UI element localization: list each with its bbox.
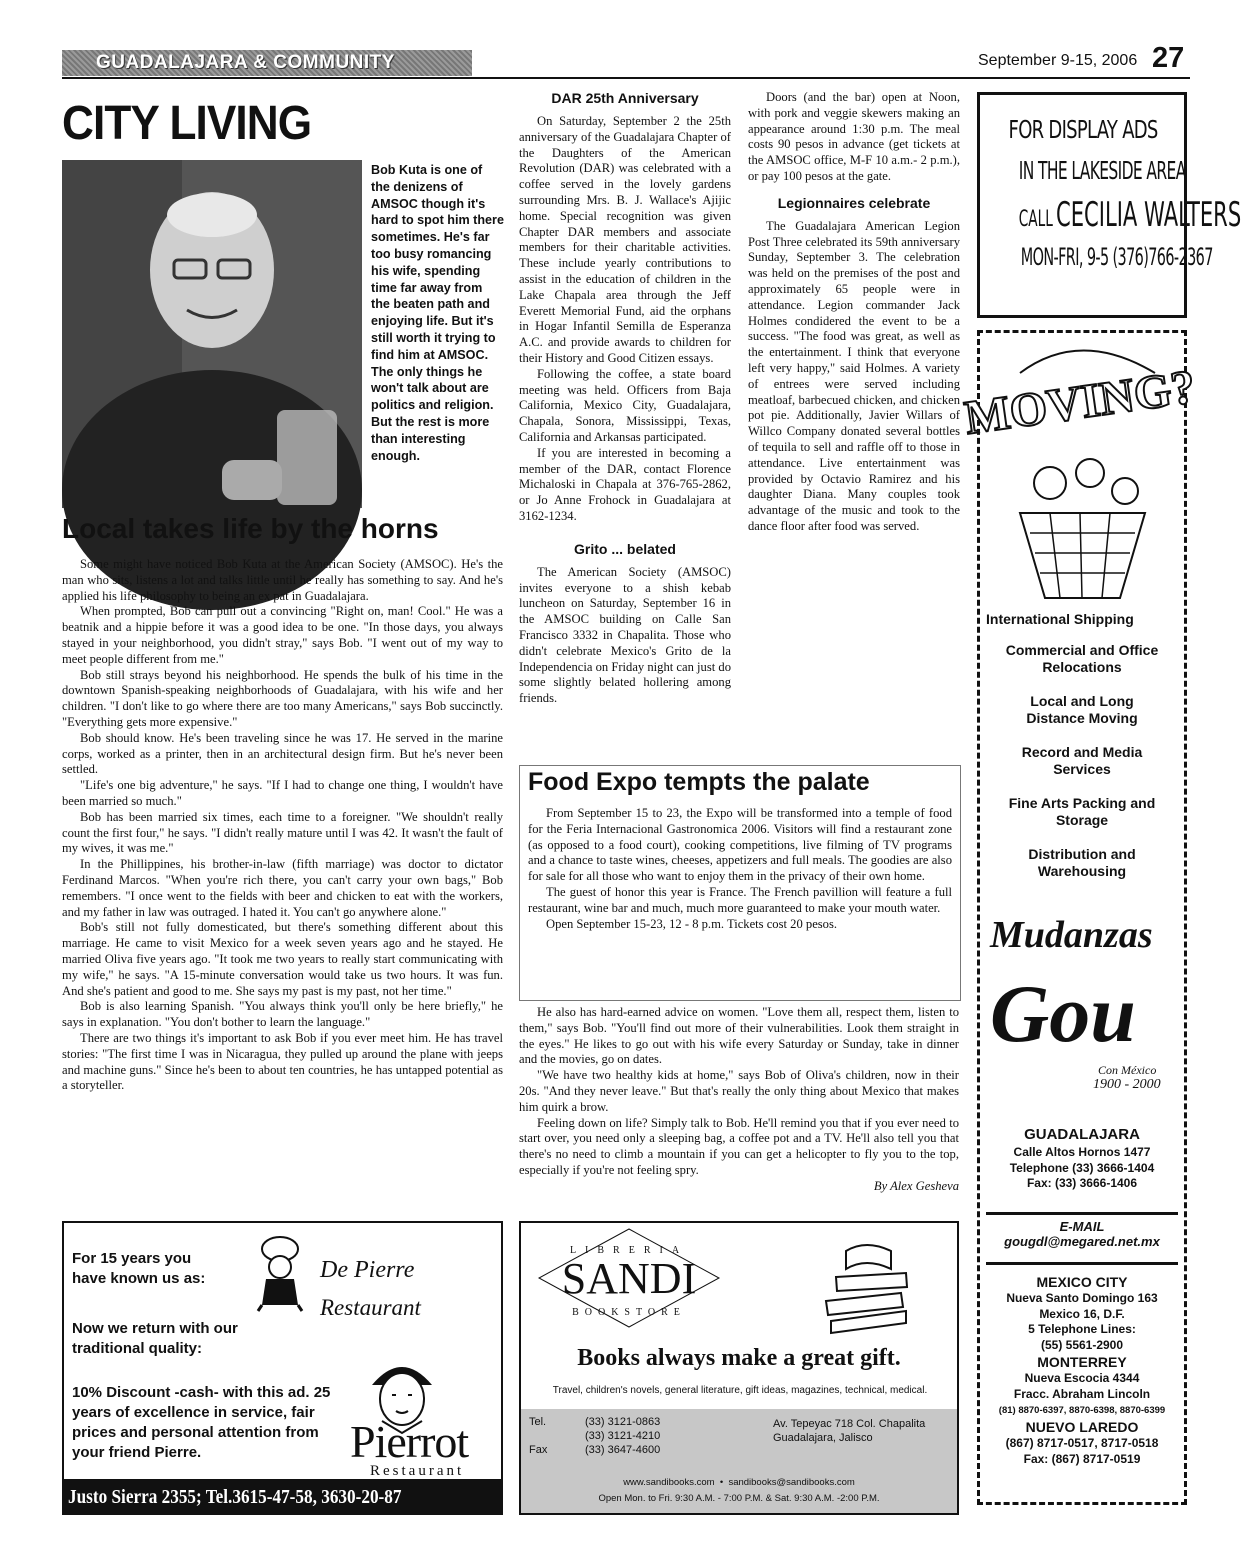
- story-paragraph: In the Phillippines, his brother-in-law (fifth marriage) was doctor to dictator Ferdinand Marcos. "When you're rich there, you can't carry your own bags," Bob remembers. "I once went to the fields with beer and chicken to eat with the workers, and my father in law was outraged. I hated it. You can't go anywhere alone.": [62, 857, 503, 919]
- story-paragraph: Bob still strays beyond his neighborhood. He spends the bulk of his time in the downtown Spanish-speaking neighborhoods of Guadalajara, with his wife and her children. "I don't like to go where there are too many Americans," says Bob succinctly. "Everything gets more expensive.": [62, 667, 503, 729]
- gdl-address: Calle Altos Hornos 1477: [1013, 1145, 1151, 1159]
- food-expo-headline: Food Expo tempts the palate: [528, 768, 870, 796]
- gou-tagline: Con México: [1098, 1063, 1157, 1077]
- dar-paragraph: On Saturday, September 2 the 25th anniversary of the Guadalajara Chapter of the Daughters of the American Revolution (DAR) was celebrated with a coffee served in the lovely gardens surrounding Mrs. B. J. Wallace's Ajijic home. Special recognition was given Chapter DAR members and associate members for their charitable activities. These include yearly contributions to assist in the education of children in the Lake Chapala area through the Jeff Everett Memorial Fund, aid the orphans in Hogar Infantil Semilla de Esperanza A.C. and provide awards to children for their History and Good Citizen essays.: [519, 114, 731, 365]
- pierre-ad: [62, 1221, 503, 1515]
- story-body: [62, 557, 503, 1094]
- moving-ad: [961, 330, 1199, 1505]
- nl-phone: (867) 8717-0517, 8717-0518: [1005, 1436, 1159, 1451]
- sandi-libreria: LIBRERIA: [569, 1245, 689, 1256]
- gdl-city: GUADALAJARA: [1024, 1126, 1140, 1143]
- dar-column: [519, 90, 731, 707]
- page-number: 27: [1152, 42, 1185, 74]
- pierre-line1: For 15 years you have known us as:: [72, 1250, 206, 1287]
- sandi-tel-label: Tel.: [529, 1416, 547, 1428]
- display-ads-line1: FOR DISPLAY ADS: [1008, 115, 1158, 144]
- nl-fax: Fax: (867) 8717-0519: [1023, 1451, 1141, 1466]
- grito-paragraph: Doors (and the bar) open at Noon, with pork and veggie skewers making an appearance around 1:30 p.m. The meal costs 90 pesos in advance (get tickets at the AMSOC office, M-F 10 a.m.- 2 p.m.), or pay 100 pesos at the gate.: [748, 90, 960, 183]
- sandi-fax-label: Fax: [529, 1444, 548, 1456]
- sandi-name: SANDI: [561, 1254, 697, 1303]
- pierrot-logo: Pierrot: [350, 1416, 469, 1467]
- dar-paragraph: Following the coffee, a state board meeting was held. Officers from Baja California, Mexico City, Guadalajara, Chapala, Sonora, Mississippi, Texas, California and Arkansas participated.: [519, 366, 731, 444]
- service-distribution: Distribution and Warehousing: [1028, 846, 1136, 879]
- food-expo-box: [519, 765, 961, 1001]
- offices: [980, 1125, 1184, 1467]
- service-commercial-relocations: Commercial and Office Relocations: [1005, 642, 1159, 675]
- story-paragraph: When prompted, Bob can pull out a convincing "Right on, man! Cool." He was a beatnik and a hippie before it was a good idea to be one. "In those days, you always stayed in your neighborhood, you didn't stray," says Bob. "I went out of my way to meet people different from me.": [62, 604, 503, 666]
- service-local-long-distance: Local and Long Distance Moving: [1026, 693, 1138, 726]
- grito-heading: Grito ... belated: [574, 540, 676, 557]
- column-title: CITY LIVING: [62, 97, 312, 150]
- sandi-email[interactable]: sandibooks@sandibooks.com: [728, 1477, 855, 1488]
- story-paragraph: Bob's still not fully domesticated, but there's something different about this marriage. He came to visit Mexico for a week seven years ago and he stayed. He married Oliva five years ago. "It took me two years to really start communicating with my wife," he says. "A 15-minute conversation would take us two hours. It was fun. And she's patient and good to me. She says my past is my past, not her time.": [62, 920, 503, 998]
- gdl-fax: Fax: (33) 3666-1406: [1026, 1176, 1138, 1191]
- sandi-address2: Guadalajara, Jalisco: [773, 1432, 873, 1444]
- display-ads-call: CALL: [1018, 207, 1053, 232]
- story-paragraph: Feeling down on life? Simply talk to Bob. He'll remind you that if you ever need to start over, you need only a sleeping bag, a coffee pot and a TV. He'll also tell you that there's no need to climb a mountain if you can get a helicopter to fly you to the top, especially if you're not feeling spry.: [519, 1115, 959, 1177]
- sandi-hours: Open Mon. to Fri. 9:30 A.M. - 7:00 P.M. & Sat. 9:30 A.M. -2:00 P.M.: [598, 1493, 880, 1504]
- section-title: GUADALAJARA & COMMUNITY: [96, 52, 395, 73]
- food-expo-paragraph: From September 15 to 23, the Expo will be transformed into a temple of food for the Feria Internacional Gastronomica 2006. Visitors will find a restaurant zone (as opposed to a food court), cooking competitions, live filming of TV programs and a chance to taste wines, cheeses, appetizers and full meals. The goodies are also for sale for all those who want to enjoy them in the privacy of their own home.: [528, 806, 952, 884]
- mty-phone: (81) 8870-6397, 8870-6398, 8870-6399: [998, 1404, 1166, 1416]
- story-paragraph: He also has hard-earned advice on women. "Love them all, respect them, listen to them," says Bob. "You'll find out more of their vulnerabilities. Look them straight in the eyes." He likes to go out with his wife every Saturday or Sunday, take in dinner and the movies, go on dates.: [519, 1005, 959, 1067]
- bob-kuta-photo: [62, 160, 362, 508]
- email-label: E-MAIL: [1059, 1218, 1105, 1234]
- de-pierre-restaurant: Restaurant: [320, 1295, 421, 1320]
- grito-paragraph: The American Society (AMSOC) invites everyone to a shish kebab luncheon on Saturday, September 16 in the AMSOC building on Calle San Francisco 3332 in Chapalita. Those who didn't celebrate Mexico's Grito de la Independencia on Friday night can just do some slightly belated hollering among friends.: [519, 564, 731, 706]
- sandi-ad: [519, 1221, 959, 1515]
- story-paragraph: There are two things it's important to ask Bob if you ever meet him. He has travel stories: "The first time I was in Nicaragua, they pulled up around the plane with jeeps and machine guns." Since he's been to about ten countries, he has untapped potential as a storyteller.: [62, 1030, 503, 1093]
- moving-services: [980, 611, 1184, 880]
- story-headline: Local takes life by the horns: [62, 513, 439, 544]
- sandi-website[interactable]: www.sandibooks.com: [623, 1477, 715, 1488]
- service-international-shipping: International Shipping: [986, 611, 1134, 627]
- portrait-illustration: [62, 160, 362, 508]
- display-ads-box: [977, 92, 1242, 318]
- legion-heading: Legionnaires celebrate: [777, 194, 931, 211]
- mty-city: MONTERREY: [1037, 1354, 1127, 1371]
- chef-icon: [240, 1231, 320, 1311]
- mx-address2: Mexico 16, D.F.: [1039, 1306, 1125, 1321]
- service-fine-arts: Fine Arts Packing and Storage: [1008, 795, 1156, 828]
- sandi-fax: (33) 3647-4600: [585, 1444, 661, 1456]
- display-ads-hours: MON-FRI, 9-5 (376)766-2367: [1020, 243, 1213, 271]
- email-address[interactable]: gougdl@megared.net.mx: [1004, 1234, 1160, 1250]
- gou-logo: Gou: [990, 968, 1136, 1059]
- story-paragraph: Bob should know. He's been traveling since he was 17. He served in the marine corps, worked as a printer, then in an architectural design firm. But he's never been settled.: [62, 730, 503, 777]
- food-expo-paragraph: The guest of honor this year is France. The French pavillion will feature a full restaurant, wine bar and much, much more guaranteed to make your mouth water.: [528, 884, 952, 915]
- display-ads-name: CECILIA WALTERS: [1055, 195, 1242, 235]
- issue-date: September 9-15, 2006: [978, 52, 1138, 69]
- gdl-phone: Telephone (33) 3666-1404: [1009, 1160, 1155, 1175]
- book-stack-icon: [811, 1231, 921, 1341]
- de-pierre-logo: De Pierre: [320, 1257, 415, 1283]
- nl-city: NUEVO LAREDO: [1025, 1419, 1139, 1436]
- dar-heading: DAR 25th Anniversary: [551, 90, 699, 106]
- mty-address2: Fracc. Abraham Lincoln: [1013, 1386, 1151, 1401]
- sandi-bookstore: BOOKSTORE: [572, 1307, 686, 1318]
- mx-address1: Nueva Santo Domingo 163: [1006, 1290, 1158, 1305]
- story-paragraph: "Life's one big adventure," he says. "If I had to change one thing, I wouldn't have been married so much.": [62, 778, 503, 808]
- sandi-tel2: (33) 3121-4210: [585, 1430, 661, 1442]
- story-paragraph: "We have two healthy kids at home," says Bob of Oliva's children, now in their 20s. "And they never leave." But that's really the only thing about Mexico that makes him quirk a brow.: [519, 1068, 959, 1114]
- pierre-footer: Justo Sierra 2355; Tel.3615-47-58, 3630-20-87: [68, 1486, 402, 1508]
- story-paragraph: Some might have noticed Bob Kuta at the American Society (AMSOC). He's the man who sits, listens a lot and talks little until he really has something to say. And he's applied his life philosophy to being an ex pat in Guadalajara.: [62, 557, 503, 603]
- legion-column: [748, 90, 960, 535]
- mx-city: MEXICO CITY: [1036, 1273, 1128, 1290]
- mx-phone: (55) 5561-2900: [1040, 1337, 1124, 1352]
- mudanzas-script: Mudanzas: [990, 914, 1153, 956]
- sandi-address1: Av. Tepeyac 718 Col. Chapalita: [773, 1418, 926, 1430]
- moving-basket-illustration: [961, 333, 1199, 603]
- sandi-separator: •: [717, 1477, 729, 1488]
- service-record-media: Record and Media Services: [1021, 744, 1143, 777]
- display-ads-line2: IN THE LAKESIDE AREA: [1018, 156, 1186, 185]
- gou-years: 1900 - 2000: [1093, 1077, 1161, 1092]
- sandi-tagline: Books always make a great gift.: [577, 1345, 901, 1371]
- byline: By Alex Gesheva: [873, 1178, 959, 1193]
- pierre-line2: Now we return with our traditional quality:: [72, 1320, 238, 1357]
- mty-address1: Nueva Escocia 4344: [1024, 1371, 1140, 1386]
- dar-paragraph: If you are interested in becoming a member of the DAR, contact Florence Michaloski in Chapala at 376-765-2862, or Jo Anne Frohock in Guadalajara at 3162-1234.: [519, 445, 731, 523]
- story-paragraph: Bob is also learning Spanish. "You always think you'll only be here briefly," he says in explanation. "You don't bother to learn the language.": [62, 999, 503, 1030]
- story-continuation: [519, 1005, 959, 1195]
- food-expo-paragraph: Open September 15-23, 12 - 8 p.m. Tickets cost 20 pesos.: [546, 916, 838, 931]
- legion-paragraph: The Guadalajara American Legion Post Three celebrated its 59th anniversary Sunday, September 3. The celebration was held on the premises of the post and approximately 65 people were in attendance. Legion commander Jack Holmes condidered the event to be a success. "The food was great, as well as the entertainment. I think that everyone left very happy," said Holmes. A variety of entrees were served including meatloaf, barbecued chicken, and chicken pot pie. Additionally, Javier Willars of Willco Company donated several bottles of tequila to sell and raffle off to those in attendance. Live entertainment was provided by Octavio Ramirez and his daughter Diana. Many couples took advantage of the music and took to the dance floor after food was served.: [748, 218, 960, 533]
- pierrot-restaurant: Restaurant: [370, 1463, 465, 1479]
- header-rule: [62, 77, 1190, 79]
- photo-caption: Bob Kuta is one of the denizens of AMSOC though it's hard to spot him there sometimes. He's far too busy romancing his wife, spending time far away from the beaten path and enjoying life. But it's still worth it trying to find him at AMSOC. The only things he won't talk about are politics and religion. But the rest is more than interesting enough.: [371, 163, 504, 463]
- moving-title: MOVING?: [961, 360, 1199, 445]
- pierre-discount: 10% Discount -cash- with this ad. 25 years of excellence in service, fair prices and personal attention from your friend Pierre.: [72, 1384, 331, 1461]
- story-paragraph: Bob has been married six times, each time to a foreigner. "We shouldn't really count the first four," he says. "I didn't really mature until I was 42. It wasn't the fault of my wives, it was me.": [62, 809, 503, 856]
- mx-lines: 5 Telephone Lines:: [1028, 1322, 1136, 1337]
- sandi-categories: Travel, children's novels, general literature, gift ideas, magazines, technical, medical.: [552, 1385, 928, 1396]
- sandi-tel1: (33) 3121-0863: [585, 1416, 661, 1428]
